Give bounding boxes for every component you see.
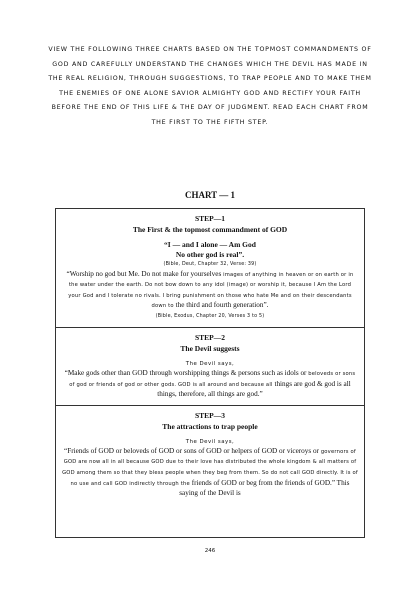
step-2-cell: [56, 328, 364, 406]
commandment-quote-line-2: No other god is real”.: [175, 249, 245, 259]
step-1-cell: [56, 209, 364, 328]
body-text-tail: the third and fourth generation”.: [175, 301, 269, 310]
scripture-reference: (Bible, Exodus, Chapter 20, Verses 3 to 5): [155, 313, 265, 319]
step-label: STEP—3: [194, 410, 225, 420]
body-text-middle: governors of GOD are now all in all because GOD due to their love has distributed the whole kingdom & all matters of GOD among them so that they bless people when they beg from them. So do not call GOD directly. It is of no use and call GOD indirectly through the: [62, 448, 358, 487]
scripture-reference: (Bible, Deut, Chapter 32, Verse: 39): [163, 261, 257, 267]
commandment-quote-line-1: “I — and I alone — Am God: [164, 240, 256, 249]
step-3-cell: [56, 406, 364, 504]
step-label: STEP—2: [194, 332, 225, 342]
devil-says-label: The Devil says,: [185, 360, 235, 367]
intro-paragraph: VIEW THE FOLLOWING THREE CHARTS BASED ON THE TOPMOST COMMANDMENTS OF GOD AND CAREFULLY UNDERSTAND THE CHANGES WHICH THE DEVIL HAS MADE IN THE REAL RELIGION, THROUGH SUGGESTIONS, TO TRAP PEOPLE AND TO MAKE THEM THE ENEMIES OF ONE ALONE SAVIOR ALMIGHTY GOD AND RECTIFY YOUR FAITH BEFORE THE END OF THIS LIFE & THE DAY OF JUDGMENT. READ EACH CHART FROM THE FIRST TO THE FIFTH STEP.: [48, 46, 372, 126]
body-text-middle: images of anything in heaven or on earth or in the water under the earth. Do not bow down to any idol (image) or worship it, because I Am the Lord your God and I tolerate no rivals. I bring punishment on those who hate Me and on their descendants down to: [68, 271, 354, 310]
step-body-text: [62, 447, 358, 499]
body-text-lead: “Worship no god but Me. Do not make for yourselves: [66, 269, 222, 278]
body-text-middle: beloveds or sons of god or friends of god or other gods. GOD is all around and because all: [69, 370, 356, 388]
step-body-text: [62, 369, 358, 400]
body-text-lead: “Friends of GOD or beloveds of GOD or sons of GOD or helpers of GOD or viceroys or: [64, 446, 319, 455]
devil-says-label: The Devil says,: [185, 438, 235, 445]
step-title: The First & the topmost commandment of GOD: [132, 225, 288, 234]
step-body-text: [62, 270, 358, 312]
step-title: The attractions to trap people: [162, 421, 258, 431]
step-title: The Devil suggests: [180, 343, 240, 353]
body-text-tail: things are god & god is all things, therefore, all things are god.”: [157, 379, 351, 399]
page-number: 246: [204, 548, 216, 554]
step-label: STEP—1: [194, 214, 225, 223]
chart-table: [55, 208, 365, 538]
body-text-tail: friends of GOD or beg from the friends of GOD.” This saying of the Devil is: [179, 478, 350, 498]
chart-title: CHART — 1: [184, 190, 236, 200]
body-text-lead: “Make gods other than GOD through worshipping things & persons such as idols or: [64, 368, 307, 377]
